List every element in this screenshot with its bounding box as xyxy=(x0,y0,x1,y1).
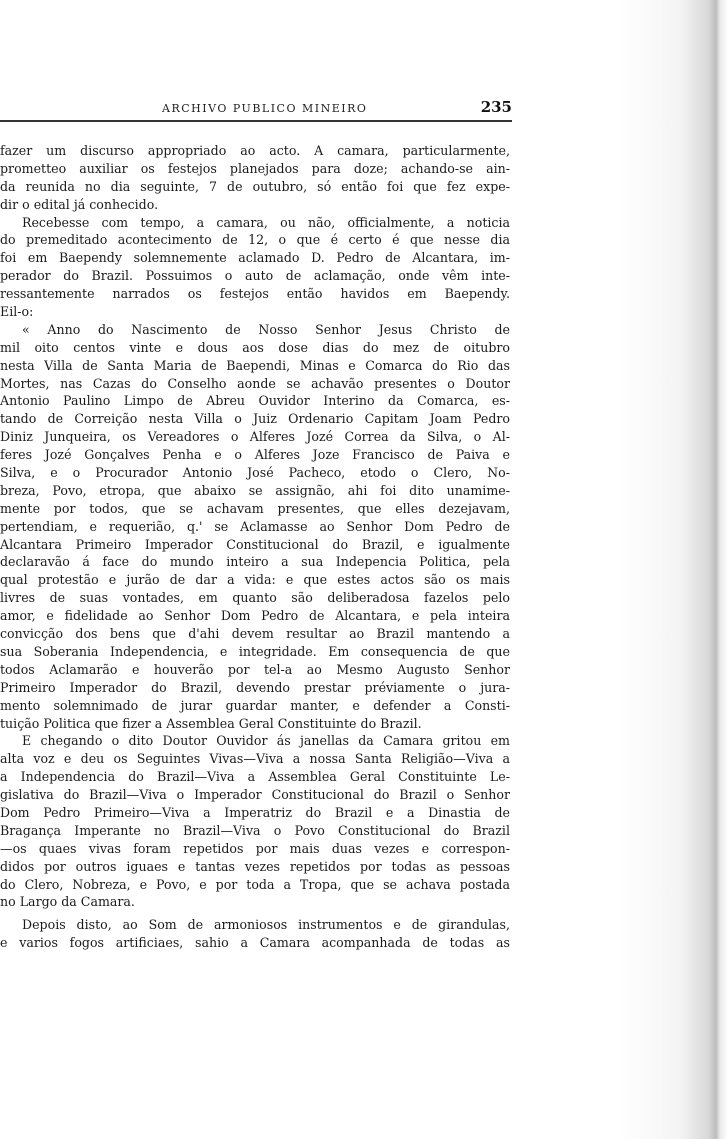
text-line: declaravão á face do mundo inteiro a sua Indepencia Politica, pela xyxy=(0,554,510,570)
text-line: Mortes, nas Cazas do Conselho aonde se achavão presentes o Doutor xyxy=(0,375,510,391)
text-line: E chegando o dito Doutor Ouvidor ás janellas da Camara gritou em xyxy=(22,733,510,749)
text-line: Alcantara Primeiro Imperador Constitucional do Brazil, e igualmente xyxy=(0,536,510,552)
text-line: Antonio Paulino Limpo de Abreu Ouvidor Interino da Comarca, es- xyxy=(0,393,510,409)
text-line: todos Aclamarão e houverão por tel-a ao Mesmo Augusto Senhor xyxy=(0,661,510,677)
text-line: e varios fogos artificiaes, sahio a Camara acompanhada de todas as xyxy=(0,935,510,951)
text-line: fazer um discurso appropriado ao acto. A camara, particularmente, xyxy=(0,143,510,158)
text-line: do Clero, Nobreza, e Povo, e por toda a Tropa, que se achava postada xyxy=(0,876,510,892)
text-line: Recebesse com tempo, a camara, ou não, officialmente, a noticia xyxy=(22,214,510,230)
text-line: « Anno do Nascimento de Nosso Senhor Jesus Christo de xyxy=(22,321,510,337)
text-line: mente por todos, que se achavam presentes, que elles dezejavam, xyxy=(0,500,510,516)
text-line: mil oito centos vinte e dous aos dose dias do mez de oitubro xyxy=(0,339,510,355)
text-line: da reunida no dia seguinte, 7 de outubro, só então foi que fez expe- xyxy=(0,178,510,194)
text-line: Depois disto, ao Som de armoniosos instrumentos e de girandulas, xyxy=(22,917,510,933)
text-line: alta voz e deu os Seguintes Vivas—Viva a nossa Santa Religião—Viva a xyxy=(0,751,510,767)
text-line: livres de suas vontades, em quanto são deliberadosa fazelos pelo xyxy=(0,590,510,606)
text-line: no Largo da Camara. xyxy=(0,894,135,910)
text-line: perador do Brazil. Possuimos o auto de aclamação, onde vêm inte- xyxy=(0,268,510,284)
body-text xyxy=(0,142,510,952)
page-number: 235 xyxy=(480,98,512,116)
text-line: ressantemente narrados os festejos então havidos em Baependy. xyxy=(0,286,510,302)
text-line: dir o edital já conhecido. xyxy=(0,196,159,212)
text-line: Dom Pedro Primeiro—Viva a Imperatriz do Brazil e a Dinastia de xyxy=(0,804,510,820)
text-line: Silva, e o Procurador Antonio José Pacheco, etodo o Clero, No- xyxy=(0,465,510,481)
text-line: feres Jozé Gonçalves Penha e o Alferes Joze Francisco de Paiva e xyxy=(0,447,510,463)
text-line: amor, e fidelidade ao Senhor Dom Pedro de Alcantara, e pela inteira xyxy=(0,608,510,624)
running-title: ARCHIVO PUBLICO MINEIRO xyxy=(162,102,368,115)
text-line: tuição Politica que fizer a Assemblea Geral Constituinte do Brazil. xyxy=(0,715,422,731)
text-line: prometteo auxiliar os festejos planejados para doze; achando-se ain- xyxy=(0,160,510,176)
text-line: mento solemnimado de jurar guardar manter, e defender a Consti- xyxy=(0,697,510,713)
text-line: Diniz Junqueira, os Vereadores o Alferes Jozé Correa da Silva, o Al- xyxy=(0,429,510,445)
text-line: sua Soberania Independencia, e integridade. Em consequencia de que xyxy=(0,643,510,659)
text-line: convicção dos bens que d'ahi devem resultar ao Brazil mantendo a xyxy=(0,626,510,642)
page-header xyxy=(0,96,512,124)
text-line: nesta Villa de Santa Maria de Baependi, Minas e Comarca do Rio das xyxy=(0,357,510,373)
text-line: do premeditado acontecimento de 12, o que é certo é que nesse dia xyxy=(0,232,510,248)
text-line: Eil-o: xyxy=(0,304,34,320)
text-line: pertendiam, e requerião, q.' se Aclamasse ao Senhor Dom Pedro de xyxy=(0,518,510,534)
text-line: breza, Povo, etropa, que abaixo se assignão, ahi foi dito unamime- xyxy=(0,482,510,498)
text-line: gislativa do Brazil—Viva o Imperador Constitucional do Brazil o Senhor xyxy=(0,787,510,803)
text-line: tando de Correição nesta Villa o Juiz Ordenario Capitam Joam Pedro xyxy=(0,411,510,427)
header-rule xyxy=(0,120,512,122)
text-line: didos por outros iguaes e tantas vezes repetidos por todas as pessoas xyxy=(0,858,510,874)
text-line: a Independencia do Brazil—Viva a Assemblea Geral Constituinte Le- xyxy=(0,769,510,785)
page-edge-shadow xyxy=(620,0,728,1139)
text-line: —os quaes vivas foram repetidos por mais duas vezes e correspon- xyxy=(0,840,510,856)
text-line: foi em Baependy solemnemente aclamado D. Pedro de Alcantara, im- xyxy=(0,250,510,266)
text-line: qual protestão e jurão de dar a vida: e que estes actos são os mais xyxy=(0,572,510,588)
text-line: Bragança Imperante no Brazil—Viva o Povo Constitucional do Brazil xyxy=(0,822,510,838)
text-line: Primeiro Imperador do Brazil, devendo prestar préviamente o jura- xyxy=(0,679,510,695)
